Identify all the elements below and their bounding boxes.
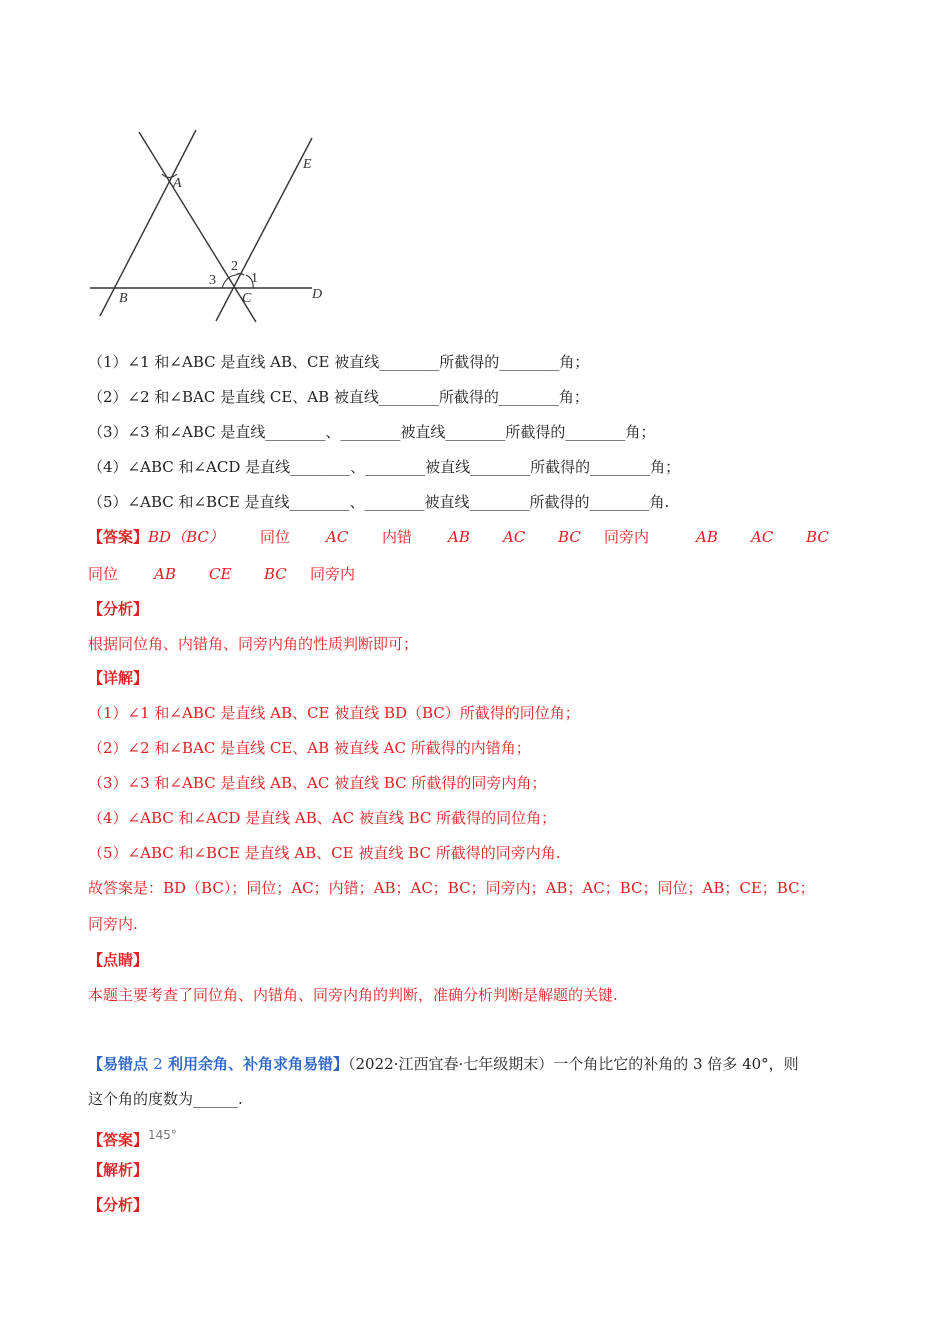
- label-2: 2: [231, 259, 238, 274]
- problem2-heading: [88, 1054, 878, 1074]
- problem2-answer-value: 145°: [148, 1128, 177, 1142]
- problem2-answer: [88, 1125, 878, 1150]
- answer-label: 【答案】: [88, 528, 149, 546]
- answer-row-1: [88, 527, 878, 547]
- question-5: （5）∠ABC 和∠BCE 是直线________、________被直线________所截得的________角.: [88, 493, 670, 511]
- geometry-figure: [86, 124, 336, 329]
- answer-item: BD（BC）: [148, 528, 224, 546]
- question-1: （1）∠1 和∠ABC 是直线 AB、CE 被直线________所截得的________角；: [88, 353, 590, 371]
- answer-item: CE: [209, 565, 232, 583]
- line-ac: [139, 132, 256, 322]
- label-e: E: [303, 157, 312, 172]
- answer-item: AB: [696, 528, 718, 546]
- answer-item: 同位: [88, 565, 119, 583]
- detail-label: 【详解】: [88, 669, 149, 687]
- detail-line-3: （3）∠3 和∠ABC 是直线 AB、AC 被直线 BC 所截得的同旁内角；: [88, 774, 547, 792]
- label-1: 1: [251, 271, 258, 286]
- problem2-tag-title: 利用余角、补角求角易错】: [162, 1055, 349, 1073]
- answer-item: BC: [264, 565, 287, 583]
- answer-item: AB: [448, 528, 470, 546]
- problem2-source: （2022·江西宜春·七年级期末）一个角比它的补角的 3 倍多 40°，则: [348, 1055, 799, 1073]
- detail-line-2: （2）∠2 和∠BAC 是直线 CE、AB 被直线 AC 所截得的内错角；: [88, 739, 531, 757]
- answer-item: BC: [558, 528, 581, 546]
- problem2-line2: 这个角的度数为______.: [88, 1090, 243, 1108]
- question-4: （4）∠ABC 和∠ACD 是直线________、________被直线________所截得的________角；: [88, 458, 681, 476]
- answer-item: 同旁内: [310, 565, 356, 583]
- detail-summary-2: 同旁内.: [88, 915, 138, 933]
- line-ce: [216, 138, 312, 321]
- detail-line-1: （1）∠1 和∠ABC 是直线 AB、CE 被直线 BD（BC）所截得的同位角；: [88, 704, 580, 722]
- analysis-text: 根据同位角、内错角、同旁内角的性质判断即可；: [88, 635, 419, 653]
- answer-item: AB: [154, 565, 176, 583]
- label-b: B: [119, 291, 128, 306]
- detail-summary-1: 故答案是：BD（BC）；同位；AC；内错；AB；AC；BC；同旁内；AB；AC；BC；同位；AB；CE；BC；: [88, 879, 815, 897]
- question-3: （3）∠3 和∠ABC 是直线________、________被直线________所截得的________角；: [88, 423, 656, 441]
- answer-item: BC: [806, 528, 829, 546]
- detail-line-5: （5）∠ABC 和∠BCE 是直线 AB、CE 被直线 BC 所截得的同旁内角.: [88, 844, 561, 862]
- answer-row-2: [88, 564, 878, 584]
- problem2-tag-num: 2: [153, 1055, 163, 1073]
- detail-line-4: （4）∠ABC 和∠ACD 是直线 AB、AC 被直线 BC 所截得的同位角；: [88, 809, 557, 827]
- label-d: D: [312, 287, 323, 302]
- problem2-fenxi-label: 【分析】: [88, 1196, 149, 1214]
- answer-item: AC: [751, 528, 774, 546]
- comment-text: 本题主要考查了同位角、内错角、同旁内角的判断，准确分析判断是解题的关键.: [88, 986, 618, 1004]
- problem2-jiexi-label: 【解析】: [88, 1161, 149, 1179]
- answer-item: AC: [326, 528, 349, 546]
- comment-label: 【点睛】: [88, 951, 149, 969]
- label-c: C: [242, 291, 252, 306]
- answer-item: 同位: [260, 528, 291, 546]
- analysis-label: 【分析】: [88, 600, 149, 618]
- label-a: A: [173, 176, 182, 191]
- problem2-answer-label: 【答案】: [88, 1131, 149, 1149]
- label-3: 3: [209, 273, 216, 288]
- question-2: （2）∠2 和∠BAC 是直线 CE、AB 被直线________所截得的________角；: [88, 388, 589, 406]
- answer-item: 内错: [382, 528, 413, 546]
- answer-item: 同旁内: [604, 528, 650, 546]
- problem2-tag-open: 【易错点: [88, 1055, 154, 1073]
- answer-item: AC: [503, 528, 526, 546]
